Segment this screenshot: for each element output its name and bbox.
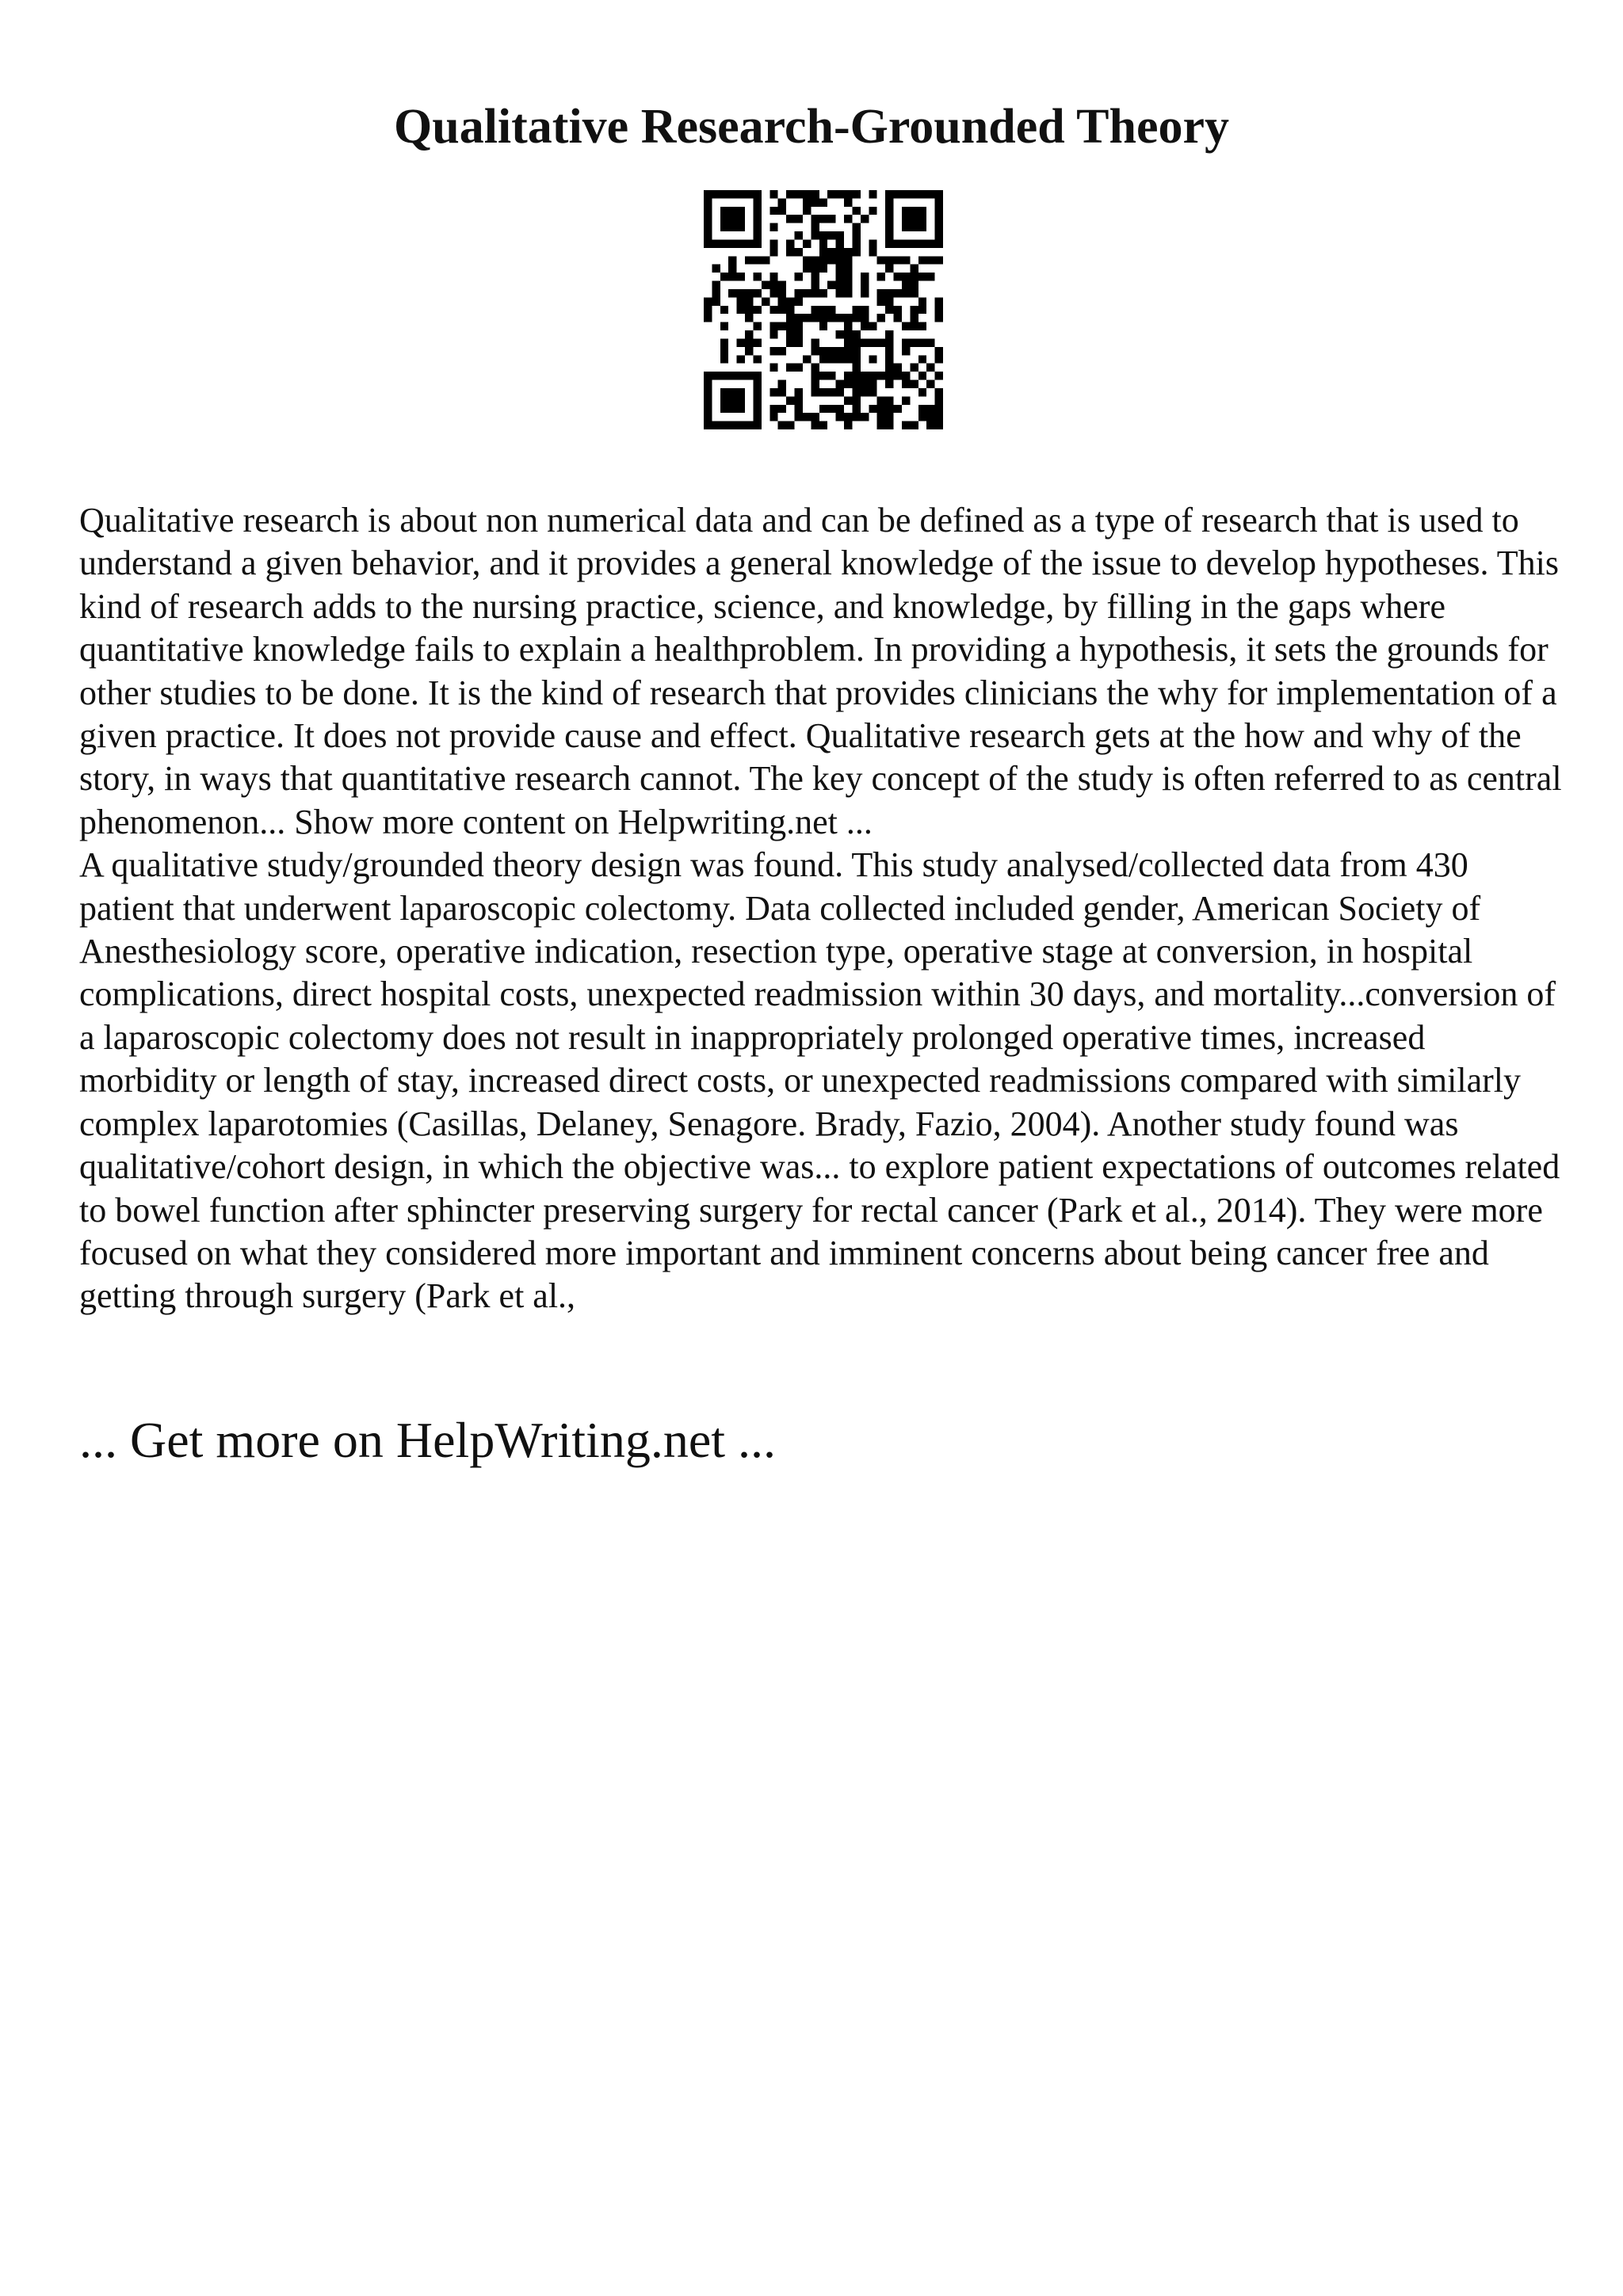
body-text <box>79 499 1569 1318</box>
paragraph-1: Qualitative research is about non numerical data and can be defined as a type of research that is used to understand a given behavior, and it provides a general knowledge of the issue to develop hypotheses. This kind of research adds to the nursing practice, science, and knowledge, by filling in the gaps where quantitative knowledge fails to explain a healthproblem. In providing a hypothesis, it sets the grounds for other studies to be done. It is the kind of research that provides clinicians the why for implementation of a given practice. It does not provide cause and effect. Qualitative research gets at the how and why of the story, in ways that quantitative research cannot. The key concept of the study is often referred to as central phenomenon... Show more content on Helpwriting.net ... <box>79 501 1562 841</box>
paragraph-2: A qualitative study/grounded theory design was found. This study analysed/collected data from 430 patient that underwent laparoscopic colectomy. Data collected included gender, American Society of Anesthesiology score, operative indication, resection type, operative stage at conversion, in hospital complications, direct hospital costs, unexpected readmission within 30 days, and mortality...conversion of a laparoscopic colectomy does not result in inappropriately prolonged operative times, increased morbidity or length of stay, increased direct costs, or unexpected readmissions compared with similarly complex laparotomies (Casillas, Delaney, Senagore. Brady, Fazio, 2004). Another study found was qualitative/cohort design, in which the objective was... to explore patient expectations of outcomes related to bowel function after sphincter preserving surgery for rectal cancer (Park et al., 2014). They were more focused on what they considered more important and imminent concerns about being cancer free and getting through surgery (Park et al., <box>79 845 1560 1316</box>
qr-code-image <box>704 190 943 429</box>
page-title: Qualitative Research-Grounded Theory <box>394 100 1229 154</box>
qr-code-svg <box>704 190 943 429</box>
get-more-link[interactable]: ... Get more on HelpWriting.net ... <box>79 1412 776 1468</box>
